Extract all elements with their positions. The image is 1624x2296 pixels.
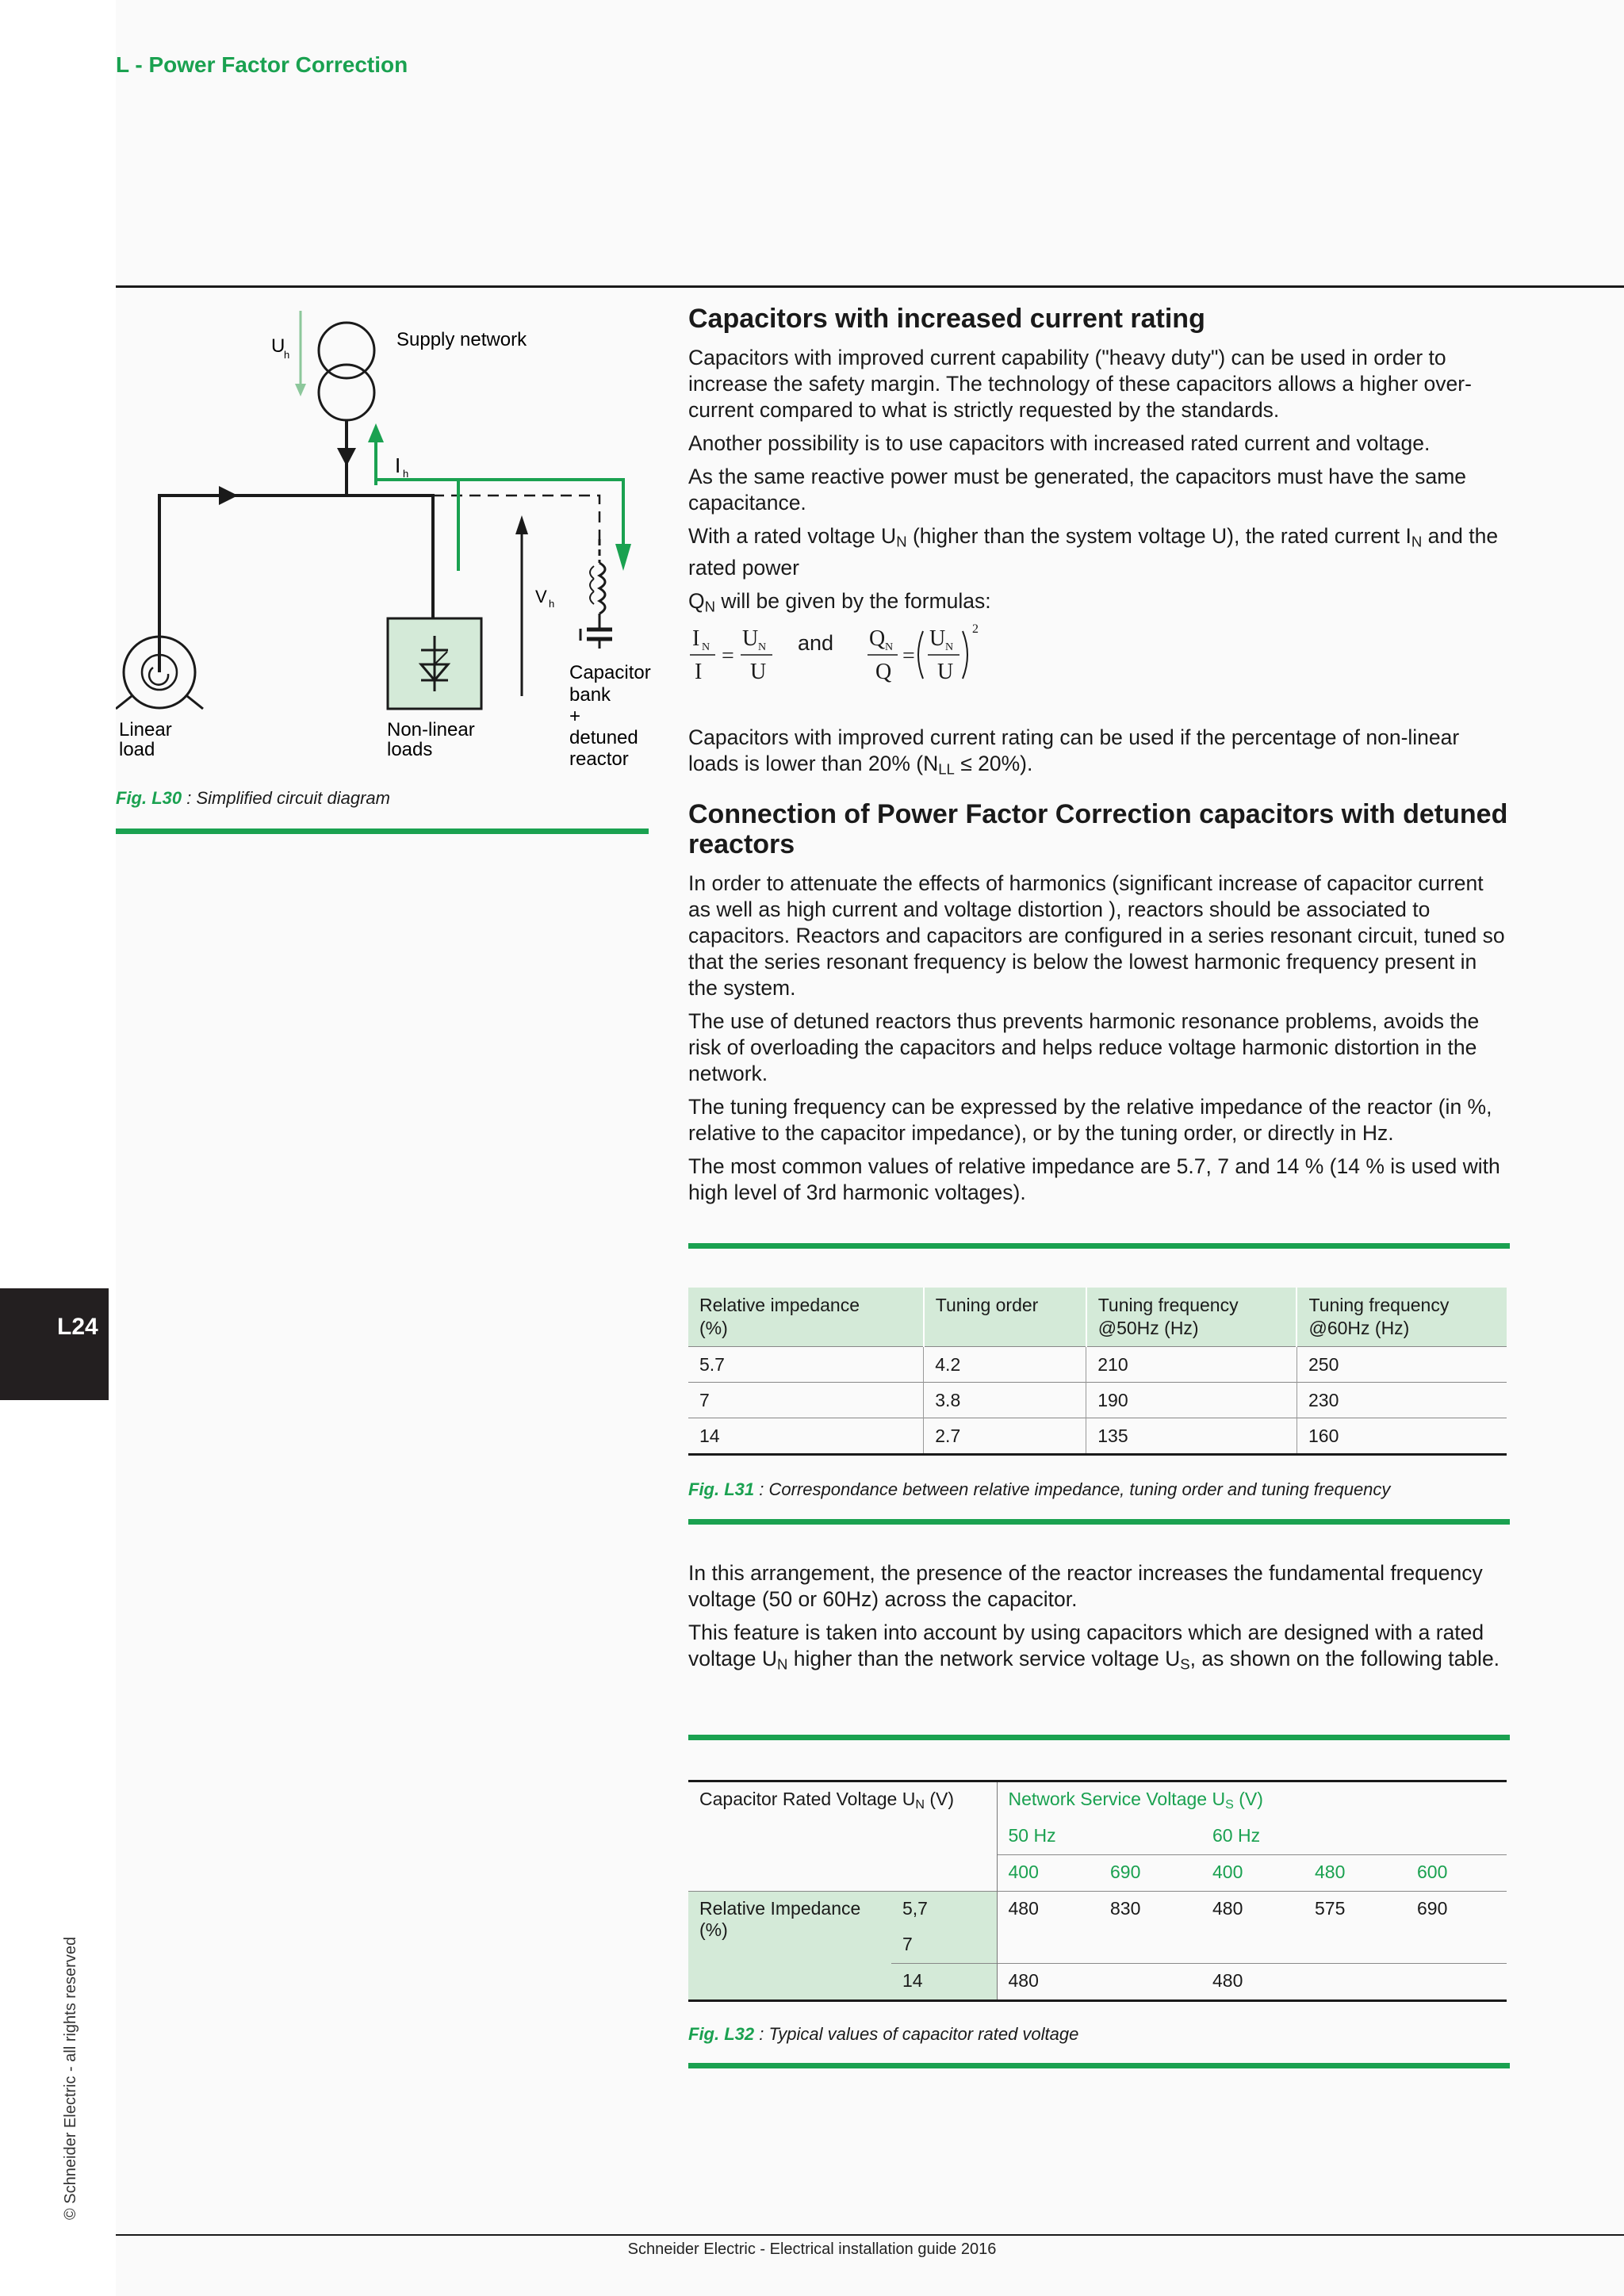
header-cell: Tuning order <box>924 1288 1086 1347</box>
paragraph: Another possibility is to use capacitors with increased rated current and voltage. <box>688 431 1431 455</box>
voltage-header: 600 <box>1406 1855 1507 1892</box>
table-cell: 5.7 <box>688 1347 924 1383</box>
section-heavy-duty <box>688 304 1510 626</box>
nonlinear-load-icon <box>388 618 481 709</box>
capacitor-label-3: + <box>569 706 581 727</box>
circuit-diagram <box>116 301 663 793</box>
table-cell: 160 <box>1297 1418 1507 1455</box>
table-cell <box>1406 1964 1507 2001</box>
page-number-tab <box>0 1288 109 1400</box>
svg-text:I: I <box>695 660 703 684</box>
fig-l32-number: Fig. L32 <box>688 2024 755 2044</box>
fig-l32-caption <box>688 2024 1078 2045</box>
relative-impedance-label: Relative Impedance (%) <box>688 1892 891 2001</box>
table-l32-top-rule <box>688 1735 1510 1740</box>
freq-60hz-header: 60 Hz <box>1212 1825 1261 1846</box>
fig-l30-number: Fig. L30 <box>116 788 182 808</box>
svg-text:N: N <box>885 641 894 653</box>
header-cell: Tuning frequency @50Hz (Hz) <box>1086 1288 1297 1347</box>
svg-text:I: I <box>692 626 700 651</box>
fig-l31-caption <box>688 1479 1390 1500</box>
paragraph: Capacitors with improved current capability ("heavy duty") can be used in order to increase the safety margin. The technology of these capacitors allows a higher over-current compared to what is strictly requested by the standards. <box>688 346 1472 422</box>
transformer-icon <box>319 323 374 420</box>
section-detuned-reactors <box>688 799 1510 1213</box>
header-rule <box>116 285 1624 288</box>
table-cell: 135 <box>1086 1418 1297 1455</box>
svg-text:=: = <box>902 644 915 668</box>
table-cell: 830 <box>1099 1892 1201 1964</box>
fig-l30-rule <box>116 828 649 834</box>
svg-text:2: 2 <box>972 622 979 636</box>
voltage-header: 480 <box>1304 1855 1406 1892</box>
circuit-wires <box>159 420 599 672</box>
rated-voltage-table <box>688 1780 1507 2002</box>
table-cell: 190 <box>1086 1383 1297 1418</box>
table-cell: 575 <box>1304 1892 1406 1964</box>
fig-l32-rule <box>688 2063 1510 2068</box>
table-row <box>688 1347 1507 1383</box>
paragraph-formulas: $Q_N$ will be given by the formulas: <box>688 588 991 615</box>
paragraph: In order to attenuate the effects of harmonics (significant increase of capacitor current as well as high current and voltage distortion ), reactors should be associated to capacitors. Reactors and capacitors are configured in a series resonant circuit, tuned so that the series resonant frequency is below the lowest harmonic frequency present in the system. <box>688 871 1505 1000</box>
paragraph: As the same reactive power must be generated, the capacitors must have the same capacitance. <box>688 465 1467 515</box>
table-cell: 3.8 <box>924 1383 1086 1418</box>
svg-text:N: N <box>758 641 767 653</box>
svg-text:U: U <box>750 660 767 684</box>
svg-text:U: U <box>937 660 954 684</box>
supply-network-label: Supply network <box>396 329 527 350</box>
svg-text:Q: Q <box>875 660 892 684</box>
footer-rule <box>116 2234 1624 2236</box>
paragraph: The use of detuned reactors thus prevents harmonic resonance problems, avoids the risk of overloading the capacitors and helps reduce voltage harmonic distortion in the network. <box>688 1009 1480 1085</box>
linear-label-2: load <box>119 739 155 760</box>
vh-sub: h <box>549 598 555 610</box>
paragraph: The most common values of relative impedance are 5.7, 7 and 14 % (14 % is used with high level of 3rd harmonic voltages). <box>688 1154 1500 1204</box>
table-cell: 690 <box>1406 1892 1507 1964</box>
network-voltage-header: Network Service Voltage $U_S$ (V) <box>997 1781 1507 1820</box>
table-cell <box>1304 1964 1406 2001</box>
fig-l32-text: : Typical values of capacitor rated voltage <box>754 2024 1079 2044</box>
table-cell: 2.7 <box>924 1418 1086 1455</box>
header-cell: Relative impedance (%) <box>688 1288 924 1347</box>
impedance-cell: 7 <box>891 1927 997 1964</box>
linear-label-1: Linear <box>119 719 172 740</box>
table-cell: 480 <box>1201 1892 1304 1964</box>
voltage-header: 400 <box>1201 1855 1304 1892</box>
table-cell: 480 <box>1201 1964 1304 2001</box>
svg-text:U: U <box>929 626 946 651</box>
paragraph-nll: Capacitors with improved current rating can be used if the percentage of non-linear loads is lower than 20% $(N_{LL} \le 20\%)$. <box>688 725 1460 778</box>
svg-text:N: N <box>702 641 710 653</box>
table-header-row <box>688 1288 1507 1347</box>
current-power-formula <box>688 622 1005 693</box>
page-number: L24 <box>57 1314 98 1340</box>
paragraph: The tuning frequency can be expressed by the relative impedance of the reactor (in %, relative to the capacitor impedance), or by the tuning order, or directly in Hz. <box>688 1095 1492 1145</box>
table-cell <box>1099 1964 1201 2001</box>
header-cell: Tuning frequency @60Hz (Hz) <box>1297 1288 1507 1347</box>
copyright-notice: © Schneider Electric - all rights reserved <box>62 1936 79 2220</box>
fig-l31-rule <box>688 1519 1510 1525</box>
svg-text:N: N <box>945 641 954 653</box>
heading-increased-rating: Capacitors with increased current rating <box>688 304 1205 334</box>
table-cell: 14 <box>688 1418 924 1455</box>
ih-label: I <box>395 453 401 477</box>
table-row <box>688 1418 1507 1455</box>
fig-l30-caption <box>116 788 390 809</box>
table-cell: 480 <box>997 1892 1099 1964</box>
ih-sub: h <box>403 468 409 480</box>
svg-text:U: U <box>742 626 759 651</box>
heading-detuned-reactors: Connection of Power Factor Correction capacitors with detuned reactors <box>688 799 1508 859</box>
table-cell: 230 <box>1297 1383 1507 1418</box>
capacitor-label-5: reactor <box>569 748 629 770</box>
fig-l30-text: : Simplified circuit diagram <box>182 788 390 808</box>
fig-l31-text: : Correspondance between relative impedance, tuning order and tuning frequency <box>754 1479 1391 1499</box>
impedance-cell: 14 <box>891 1964 997 2001</box>
capacitor-label-2: bank <box>569 684 611 706</box>
uh-arrow <box>295 311 306 396</box>
svg-text:and: and <box>798 631 834 655</box>
uh-label: U <box>271 335 285 357</box>
uh-sub: h <box>284 349 290 361</box>
fig-l31-number: Fig. L31 <box>688 1479 755 1499</box>
paragraph-rated-voltage: With a rated voltage $U_N$ (higher than the system voltage U), the rated current $I_N$ and the rated power <box>688 524 1499 580</box>
corner-cell: Capacitor Rated Voltage $U_N$ (V) <box>699 1789 955 1812</box>
table-cell: 7 <box>688 1383 924 1418</box>
vh-arrow <box>515 515 528 696</box>
vh-label: V <box>535 587 547 607</box>
freq-50hz-header: 50 Hz <box>997 1819 1201 1855</box>
voltage-header: 400 <box>997 1855 1099 1892</box>
table-cell: 480 <box>997 1964 1099 2001</box>
nonlinear-label-1: Non-linear <box>387 719 475 740</box>
paragraph: In this arrangement, the presence of the reactor increases the fundamental frequency voltage (50 or 60Hz) across the capacitor. <box>688 1561 1483 1611</box>
table-cell: 250 <box>1297 1347 1507 1383</box>
section-title: L - Power Factor Correction <box>116 52 408 77</box>
reactor-icon <box>590 539 605 628</box>
table-header-row <box>688 1781 1507 1820</box>
table-cell: 210 <box>1086 1347 1297 1383</box>
section-rated-voltage <box>688 1560 1510 1685</box>
impedance-cell: 5,7 <box>891 1892 997 1928</box>
paragraph-rated-voltage-us: This feature is taken into account by using capacitors which are designed with a rated voltage $U_N$ higher than the network service voltage $U_S$, as shown on the following table. <box>688 1621 1500 1673</box>
capacitor-label-4: detuned <box>569 727 638 748</box>
capacitor-label-1: Capacitor <box>569 662 651 683</box>
table-row <box>688 1892 1507 1928</box>
tuning-table <box>688 1288 1507 1456</box>
capacitor-icon <box>580 629 612 649</box>
footer-text: Schneider Electric - Electrical installation guide 2016 <box>627 2241 997 2258</box>
table-row <box>688 1383 1507 1418</box>
table-cell: 4.2 <box>924 1347 1086 1383</box>
section-heavy-duty-end <box>688 725 1510 790</box>
svg-text:=: = <box>722 644 734 668</box>
nonlinear-label-2: loads <box>387 739 433 760</box>
svg-text:Q: Q <box>869 626 886 651</box>
table-l31-top-rule <box>688 1243 1510 1249</box>
voltage-header: 690 <box>1099 1855 1201 1892</box>
